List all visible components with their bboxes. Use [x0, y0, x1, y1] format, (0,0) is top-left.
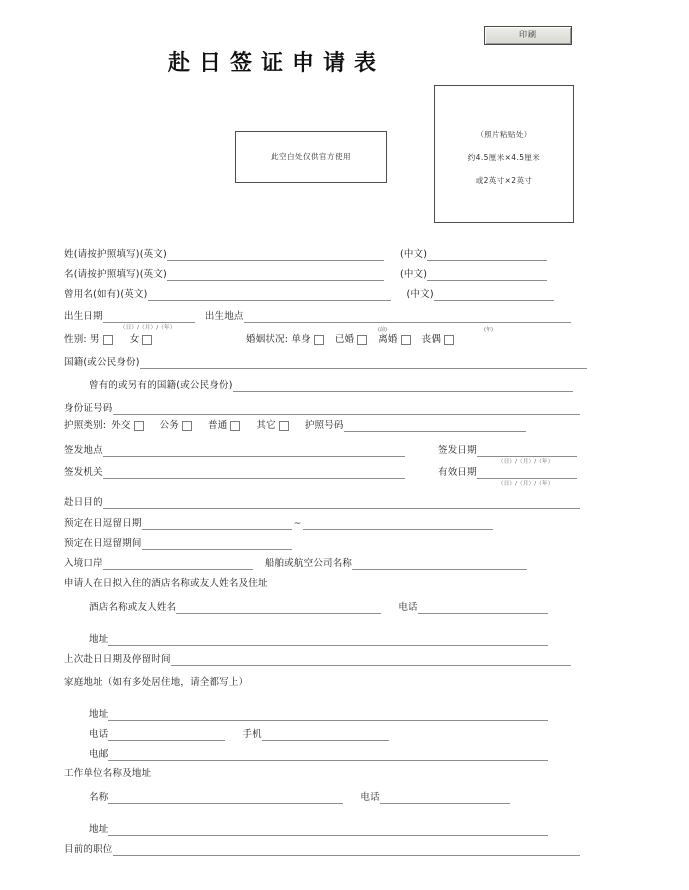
marital-married-checkbox[interactable]	[357, 335, 367, 345]
home-section-header	[64, 677, 248, 689]
passport-other-checkbox[interactable]	[279, 421, 289, 431]
passport-official-checkbox[interactable]	[182, 421, 192, 431]
field-row-home-tel	[89, 729, 389, 741]
surname-cn-input-line[interactable]	[427, 249, 547, 261]
marital-single-checkbox[interactable]	[314, 335, 324, 345]
issue-date-format-hint: （日）/（月）/（年）	[498, 459, 554, 465]
home-email-label: 电邮	[89, 749, 109, 760]
surname-cn-label: (中文)	[399, 249, 428, 260]
work-name-label: 名称	[89, 792, 109, 803]
work-address-input-line[interactable]	[108, 824, 548, 836]
last-visit-input-line[interactable]	[171, 654, 571, 666]
issue-place-label: 签发地点	[64, 445, 103, 456]
field-row-passport-type	[64, 420, 526, 432]
field-row-host-name	[89, 602, 548, 614]
idcard-input-line[interactable]	[113, 403, 580, 415]
home-tel-label: 电话	[89, 729, 109, 740]
passport-ordinary-label: 普通	[208, 420, 228, 431]
issue-place-input-line[interactable]	[103, 445, 405, 457]
official-use-text: 此空白处仅供官方使用	[271, 152, 351, 161]
home-section-label: 家庭地址（如有多处居住地，请全都写上）	[64, 677, 249, 688]
stay-period-label: 预定在日逗留期间	[64, 538, 142, 549]
purpose-input-line[interactable]	[103, 497, 580, 509]
print-button[interactable]: 印刷	[484, 26, 572, 45]
work-name-input-line[interactable]	[108, 792, 343, 804]
other-nationality-input-line[interactable]	[233, 380, 573, 392]
field-row-purpose	[64, 497, 580, 509]
marital-annotation-2: (年)	[484, 327, 493, 333]
givenname-label: 名(请按护照填写)(英文)	[64, 269, 167, 280]
passport-other-label: 其它	[256, 420, 276, 431]
home-mobile-label: 手机	[242, 729, 262, 740]
field-row-id-card	[64, 403, 580, 415]
field-row-nationality	[64, 357, 587, 369]
field-row-home-address	[89, 709, 548, 721]
field-row-stay-dates	[64, 518, 493, 530]
marital-married-label: 已婚	[334, 334, 355, 345]
formername-label: 曾用名(如有)(英文)	[64, 289, 148, 300]
home-email-input-line[interactable]	[108, 749, 548, 761]
stay-period-input-line[interactable]	[142, 538, 292, 550]
birthdate-label: 出生日期	[64, 311, 103, 322]
birthplace-label: 出生地点	[204, 311, 244, 322]
host-tel-label: 电话	[398, 602, 418, 613]
field-row-sex	[64, 334, 155, 346]
passport-diplomatic-label: 外交	[111, 420, 131, 431]
field-row-other-nationality	[89, 380, 573, 392]
host-address-label: 地址	[89, 634, 109, 645]
photo-box-line-3: 或2英寸×2英寸	[475, 176, 533, 185]
stay-dates-label: 预定在日逗留日期	[64, 518, 142, 529]
sex-label: 性别: 男	[64, 334, 100, 345]
field-row-issue-date	[438, 445, 577, 457]
work-section-header	[64, 768, 151, 780]
idcard-label: 身份证号码	[64, 403, 113, 414]
work-section-label: 工作单位名称及地址	[64, 768, 152, 779]
field-row-stay-period	[64, 538, 292, 550]
work-tel-label: 电话	[360, 792, 380, 803]
sex-male-checkbox[interactable]	[103, 335, 113, 345]
passport-number-input-line[interactable]	[344, 420, 526, 432]
port-entry-input-line[interactable]	[103, 558, 253, 570]
formername-cn-label: (中文)	[406, 289, 434, 300]
expiry-date-format-hint: （日）/（月）/（年）	[498, 481, 554, 487]
photo-paste-box	[434, 85, 574, 223]
nationality-label: 国籍(或公民身份)	[64, 357, 140, 368]
field-row-last-visit	[64, 654, 571, 666]
home-mobile-input-line[interactable]	[262, 729, 389, 741]
marital-annotation-1: (前)	[378, 327, 387, 333]
issue-date-input-line[interactable]	[477, 445, 577, 457]
passport-ordinary-checkbox[interactable]	[230, 421, 240, 431]
field-row-current-position	[64, 844, 580, 856]
work-address-label: 地址	[89, 824, 109, 835]
stay-dates-separator: ~	[293, 519, 302, 529]
field-row-work-name	[89, 792, 510, 804]
host-section-label: 申请人在日拟入住的酒店名称或友人姓名及住址	[64, 578, 268, 589]
birthdate-format-hint: （日）/（月）/（年）	[120, 325, 176, 331]
field-row-port-entry	[64, 558, 527, 570]
birthdate-input-line[interactable]	[103, 311, 195, 323]
last-visit-label: 上次赴日日期及停留时间	[64, 654, 171, 665]
other-nationality-label: 曾有的或另有的国籍(或公民身份)	[89, 380, 233, 391]
issue-authority-input-line[interactable]	[103, 467, 405, 479]
port-entry-label: 入境口岸	[64, 558, 103, 569]
stay-dates-from-input-line[interactable]	[142, 518, 292, 530]
official-use-box	[235, 131, 387, 183]
host-name-input-line[interactable]	[176, 602, 381, 614]
formername-cn-input-line[interactable]	[434, 289, 554, 301]
field-row-former-name	[64, 289, 554, 301]
expiry-date-label: 有效日期	[438, 467, 477, 478]
expiry-date-input-line[interactable]	[477, 467, 577, 479]
host-address-input-line[interactable]	[108, 634, 548, 646]
home-address-input-line[interactable]	[108, 709, 548, 721]
photo-box-line-1: （照片粘贴处）	[476, 130, 532, 139]
page-title: 赴日签证申请表	[168, 50, 386, 76]
givenname-cn-label: (中文)	[399, 269, 428, 280]
sex-female-label: 女	[129, 334, 140, 345]
issue-date-label: 签发日期	[438, 445, 477, 456]
current-position-input-line[interactable]	[113, 844, 580, 856]
carrier-label: 船舶或航空公司名称	[264, 558, 353, 569]
surname-label: 姓(请按护照填写)(英文)	[64, 249, 167, 260]
marital-single-label: 婚姻状况: 单身	[246, 334, 311, 345]
photo-box-line-2: 约4.5厘米×4.5厘米	[467, 153, 541, 162]
work-tel-input-line[interactable]	[380, 792, 510, 804]
purpose-label: 赴日目的	[64, 497, 103, 508]
birthplace-input-line[interactable]	[244, 311, 571, 323]
home-tel-input-line[interactable]	[108, 729, 225, 741]
givenname-input-line[interactable]	[167, 269, 384, 281]
marital-divorced-checkbox[interactable]	[401, 335, 411, 345]
host-name-label: 酒店名称或友人姓名	[89, 602, 177, 613]
givenname-cn-input-line[interactable]	[427, 269, 547, 281]
carrier-input-line[interactable]	[352, 558, 527, 570]
passport-number-label: 护照号码	[304, 420, 344, 431]
formername-input-line[interactable]	[148, 289, 391, 301]
field-row-given-name	[64, 269, 547, 281]
passport-diplomatic-checkbox[interactable]	[134, 421, 144, 431]
surname-input-line[interactable]	[167, 249, 384, 261]
current-position-label: 目前的职位	[64, 844, 113, 855]
passport-official-label: 公务	[159, 420, 180, 431]
sex-female-checkbox[interactable]	[142, 335, 152, 345]
marital-widowed-checkbox[interactable]	[444, 335, 454, 345]
marital-divorced-label: 离婚	[378, 334, 398, 345]
field-row-birth	[64, 311, 571, 323]
field-row-expiry-date	[438, 467, 577, 479]
stay-dates-to-input-line[interactable]	[303, 518, 493, 530]
passport-type-label: 护照类别:	[64, 420, 107, 431]
nationality-input-line[interactable]	[140, 357, 587, 369]
issue-authority-label: 签发机关	[64, 467, 103, 478]
host-section-header	[64, 578, 268, 590]
home-address-label: 地址	[89, 709, 109, 720]
field-row-issue-place	[64, 445, 405, 457]
host-tel-input-line[interactable]	[418, 602, 548, 614]
field-row-host-address	[89, 634, 548, 646]
field-row-surname	[64, 249, 547, 261]
field-row-home-email	[89, 749, 548, 761]
field-row-issue-authority	[64, 467, 405, 479]
field-row-work-address	[89, 824, 548, 836]
field-row-marital-status	[246, 334, 457, 346]
marital-widowed-label: 丧偶	[421, 334, 442, 345]
